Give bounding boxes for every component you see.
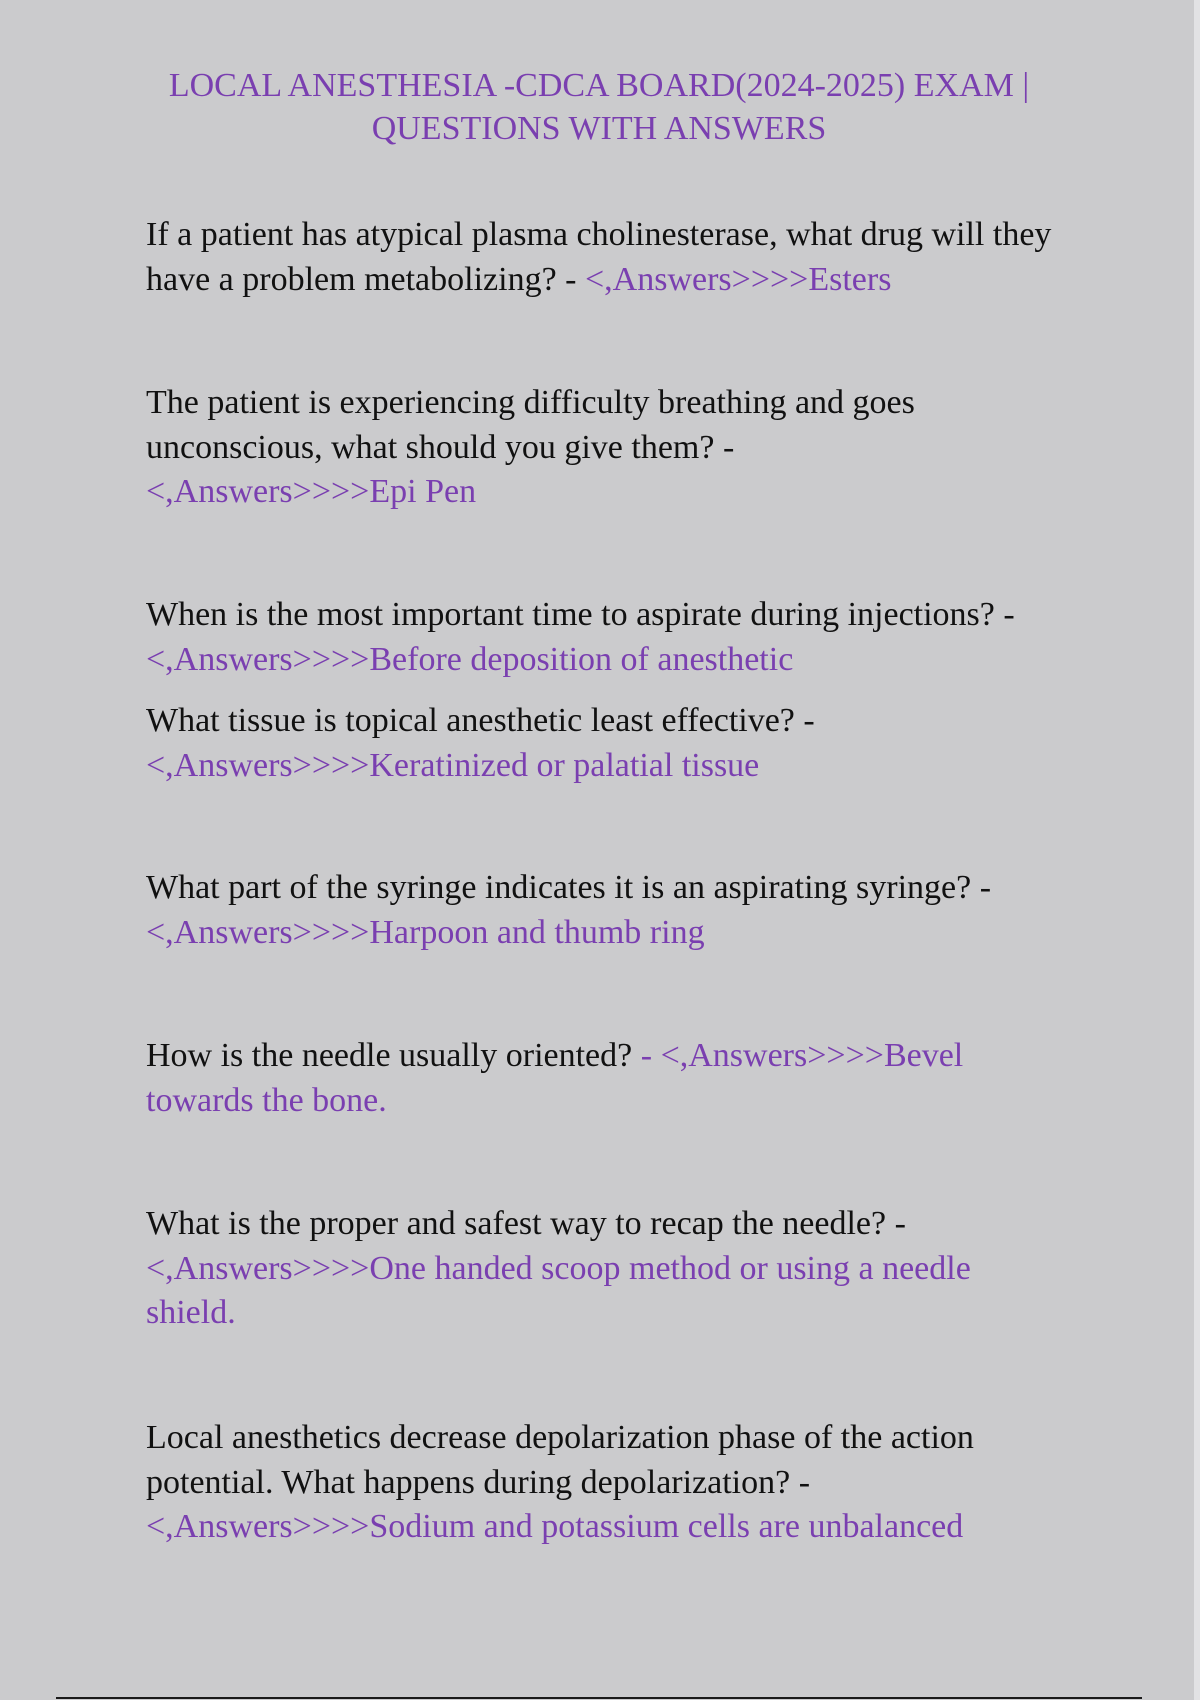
question-text: If a patient has atypical plasma cholinesterase, what drug will they have a problem metabolizing? - bbox=[146, 216, 1052, 298]
page-title: LOCAL ANESTHESIA -CDCA BOARD(2024-2025) EXAM | QUESTIONS WITH ANSWERS bbox=[168, 67, 1030, 147]
answer-text: Harpoon and thumb ring bbox=[369, 913, 705, 951]
answer-marker: <,Answers>>>> bbox=[146, 640, 370, 678]
qa-item bbox=[146, 213, 1066, 302]
answer-marker: <,Answers>>>> bbox=[146, 1249, 370, 1287]
answer-marker: <,Answers>>>> bbox=[146, 913, 370, 951]
answer-text: Keratinized or palatial tissue bbox=[369, 746, 760, 784]
answer-marker: <,Answers>>>> bbox=[146, 1508, 370, 1545]
question-text: What is the proper and safest way to recap the needle? - bbox=[146, 1205, 906, 1242]
qa-item bbox=[146, 593, 1066, 682]
bottom-divider bbox=[56, 1697, 1142, 1699]
answer-text: Epi Pen bbox=[369, 473, 477, 510]
answer-marker: <,Answers>>>> bbox=[146, 746, 370, 784]
page-edge bbox=[1194, 0, 1200, 1700]
answer-marker: - <,Answers>>>> bbox=[640, 1037, 884, 1074]
question-text: When is the most important time to aspirate during injections? - bbox=[146, 596, 1015, 633]
question-text: Local anesthetics decrease depolarization phase of the action potential. What happens during depolarization? - bbox=[146, 1419, 974, 1501]
question-text: What part of the syringe indicates it is an aspirating syringe? - bbox=[146, 869, 992, 906]
answer-text: Bevel towards the bone. bbox=[146, 1037, 964, 1119]
answer-text: Esters bbox=[808, 260, 892, 298]
qa-item bbox=[146, 866, 1066, 955]
answer-text: One handed scoop method or using a needle shield. bbox=[146, 1249, 971, 1331]
qa-item bbox=[146, 699, 1066, 788]
question-text: What tissue is topical anesthetic least effective? - bbox=[146, 702, 815, 739]
question-text: How is the needle usually oriented? bbox=[146, 1037, 633, 1074]
answer-marker: <,Answers>>>> bbox=[146, 473, 370, 510]
answer-text: Sodium and potassium cells are unbalanced bbox=[369, 1508, 964, 1545]
qa-item bbox=[146, 1034, 1066, 1123]
answer-marker: <,Answers>>>> bbox=[585, 260, 809, 298]
answer-text: Before deposition of anesthetic bbox=[369, 640, 794, 678]
question-text: The patient is experiencing difficulty breathing and goes unconscious, what should you give them? - bbox=[146, 384, 915, 466]
qa-item bbox=[146, 381, 1066, 515]
qa-item bbox=[146, 1202, 1066, 1336]
qa-item bbox=[146, 1416, 1066, 1550]
